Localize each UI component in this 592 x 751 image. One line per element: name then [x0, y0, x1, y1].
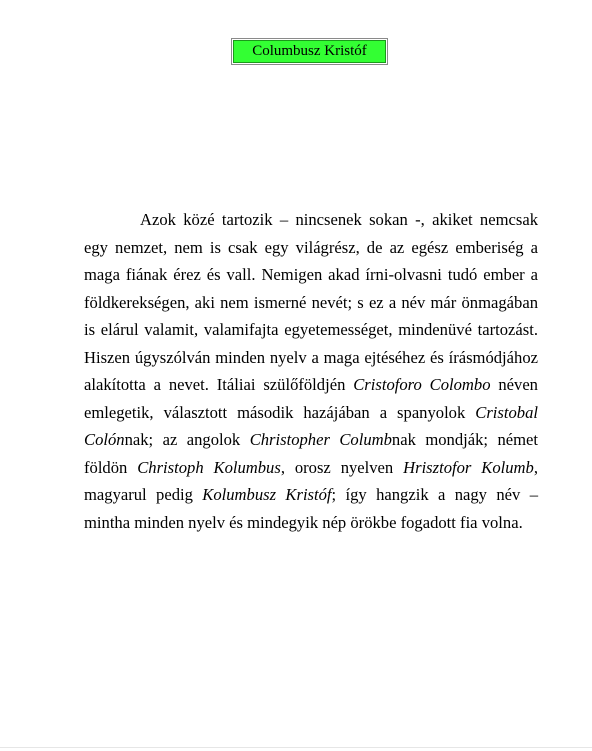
paragraph-run: , magyarul pedig [84, 457, 538, 504]
paragraph-run: ; így hangzik a nagy név – mintha minden nyelv és mindegyik nép örökbe fogadott fia volna. [84, 485, 538, 532]
paragraph-run: néven emlegetik, választott második hazájában a spanyolok [84, 375, 538, 422]
paragraph-run-italic: Christopher Columb [249, 430, 392, 449]
paragraph-run: Azok közé tartozik – nincsenek sokan -, akiket nemcsak egy nemzet, nem is csak egy világrész, de az egész emberiség a maga fiának érez és vall. Nemigen akad írni-olvasni tudó ember a földkerekségen, aki nem ismerné nevét; s ez a név már önmagában is elárul valamit, valamifajta egyetemességet, mindenüvé tartozást. Hiszen úgyszólván minden nyelv a maga ejtéséhez és írásmódjához alakította a nevet. Itáliai szülőföldjén [84, 210, 538, 394]
paragraph-run-italic: Kolumbusz Kristóf [202, 485, 332, 504]
paragraph-run: , orosz nyelven [280, 457, 404, 477]
paragraph-run: nak mondják; német földön [84, 430, 538, 477]
paragraph-run-italic: Christoph Kolumbus [137, 457, 281, 477]
paragraph-run-italic: Cristoforo Colombo [353, 375, 491, 394]
page-bottom-divider [0, 747, 592, 748]
paragraph-run-italic: Cristobal Colón [84, 402, 538, 449]
page-title: Columbusz Kristóf [233, 40, 386, 63]
title-box [231, 38, 388, 65]
paragraph-run-italic: Hrisztofor Kolumb [403, 457, 534, 477]
body-paragraph [84, 206, 538, 536]
paragraph-run: nak; az angolok [124, 430, 250, 449]
